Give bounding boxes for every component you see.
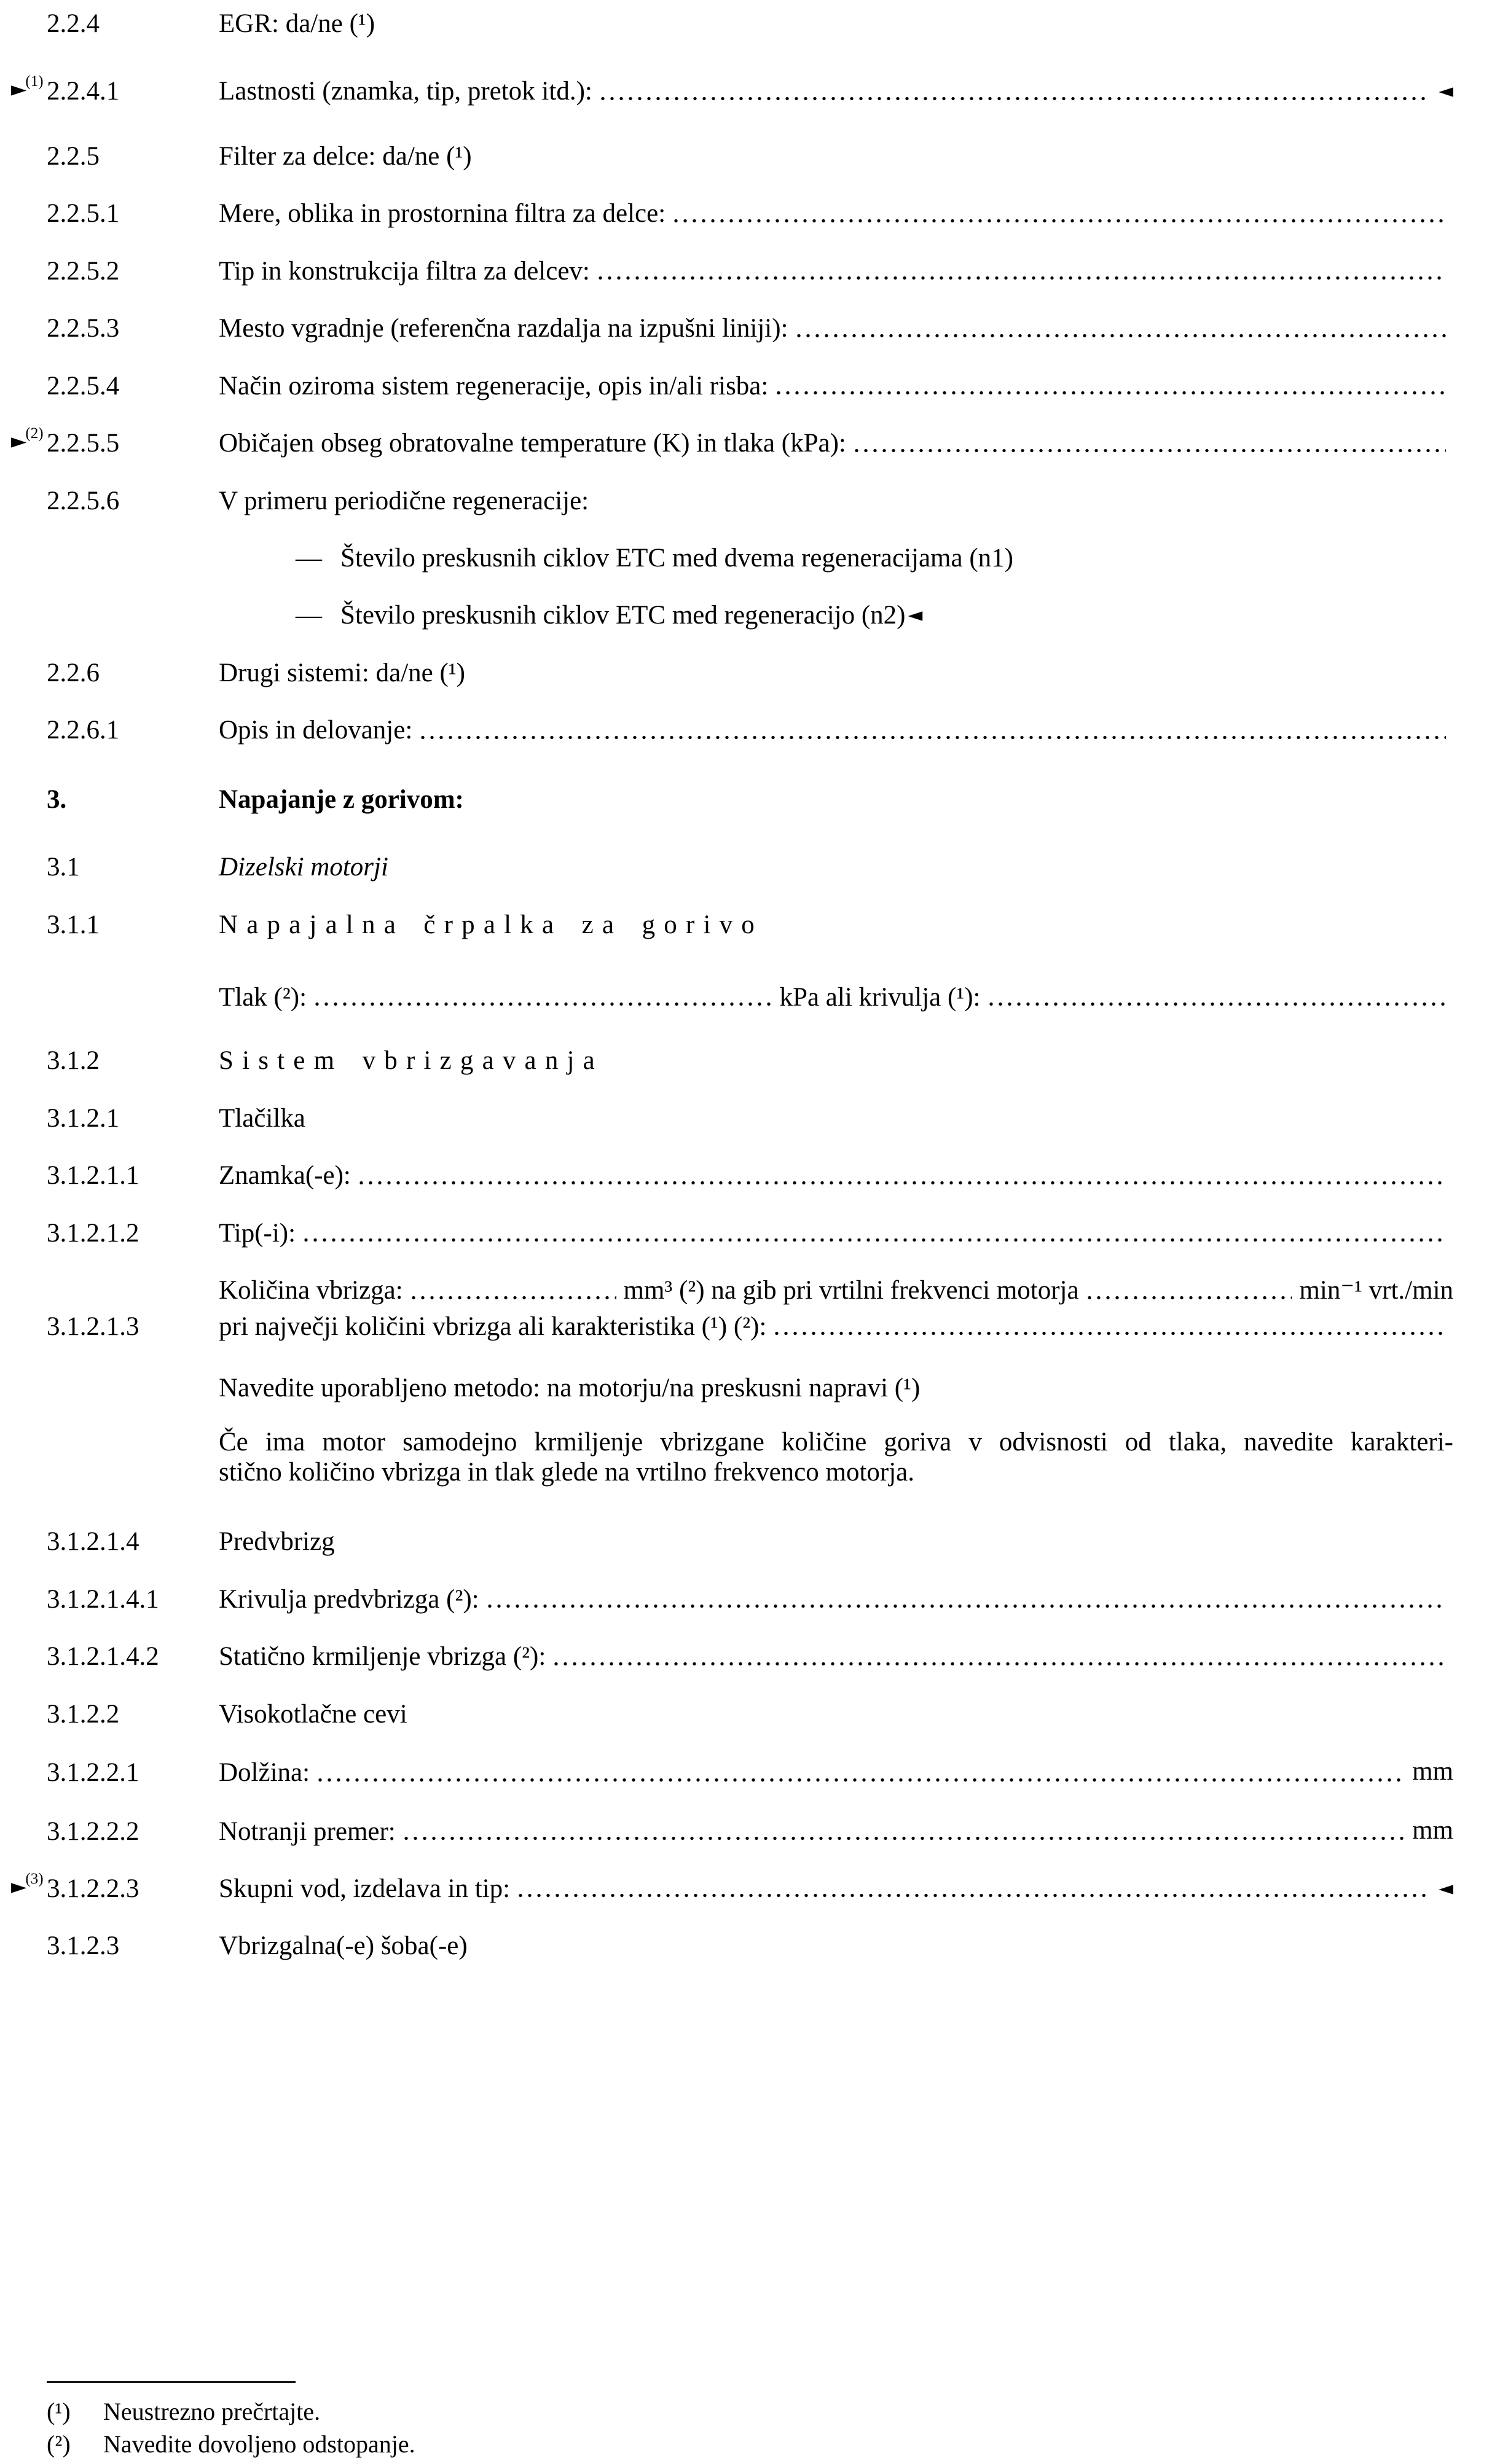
- section-number: 3.1: [47, 853, 80, 882]
- change-marker: [11, 424, 45, 455]
- item-3-1: [47, 852, 1453, 882]
- item-2-2-5-1: [47, 198, 1453, 229]
- dotted-leader: [315, 1001, 772, 1007]
- text-line: [219, 1275, 1453, 1305]
- section-label: Skupni vod, izdelava in tip:: [219, 1874, 511, 1903]
- change-marker-number: (1): [25, 73, 44, 90]
- triangle-right-icon: ►: [11, 77, 27, 101]
- section-number: 3.1.2: [47, 1046, 100, 1076]
- section-label: Lastnosti (znamka, tip, pretok itd.):: [219, 77, 592, 106]
- item-3-1-2-2-1: [47, 1756, 1453, 1788]
- section-number: 2.2.6: [47, 658, 100, 687]
- section-label: Opis in delovanje:: [219, 716, 413, 745]
- section-label: Predvbrizg: [219, 1527, 335, 1557]
- paragraph-line: stično količino vbrizga in tlak glede na vrtilno frekvenco motorja.: [219, 1457, 915, 1487]
- item-2-2-5-5: [11, 425, 1453, 458]
- item-2-2-6: [47, 658, 1453, 688]
- footnote-text: Navedite dovoljeno odstopanje.: [103, 2430, 415, 2458]
- dotted-leader: [1088, 1295, 1292, 1300]
- section-number: 3.1.2.2: [47, 1699, 120, 1729]
- triangle-right-icon: ►: [11, 429, 27, 453]
- field-label: kPa ali krivulja (¹):: [779, 983, 981, 1012]
- item-2-2-6-1: [47, 715, 1453, 745]
- section-number: 3.1.2.1.3: [47, 1312, 139, 1341]
- section-number: 2.2.4.1: [47, 77, 120, 106]
- unit-label: mm: [1412, 1757, 1453, 1786]
- dotted-leader: [359, 1180, 1446, 1186]
- item-3-1-2-1-2: [47, 1218, 1453, 1248]
- note-pressure-control: [47, 1427, 1453, 1488]
- dotted-leader: [412, 1295, 616, 1300]
- change-marker: [11, 1870, 45, 1900]
- section-label: Statično krmiljenje vbrizga (²):: [219, 1642, 546, 1672]
- item-3-1-2-1: [47, 1103, 1453, 1133]
- section-number: 3.1.1: [47, 910, 100, 939]
- section-number: 2.2.5.1: [47, 199, 120, 229]
- footnotes: [47, 2381, 415, 2463]
- section-label: Visokotlačne cevi: [219, 1699, 407, 1729]
- field-label: pri največji količini vbrizga ali karakteristika (¹) (²):: [219, 1312, 767, 1341]
- section-number: 3.1.2.1.2: [47, 1218, 139, 1248]
- dotted-leader: [304, 1237, 1446, 1243]
- dotted-leader: [797, 333, 1447, 338]
- footnote-2: [47, 2430, 415, 2458]
- section-number: 3.1.2.2.3: [47, 1874, 139, 1903]
- bullet-label: Število preskusnih ciklov ETC med regeneracijo (n2): [340, 601, 906, 630]
- dotted-leader: [599, 275, 1446, 281]
- item-3-1-2-1-4-2: [47, 1641, 1453, 1672]
- field-label: Količina vbrizga:: [219, 1276, 403, 1305]
- dash-bullet: —: [296, 543, 322, 573]
- footnote-rule: [47, 2381, 296, 2383]
- section-number: 3.1.2.2.2: [47, 1817, 139, 1846]
- section-number: 3.1.2.1.1: [47, 1161, 139, 1191]
- section-number: 2.2.4: [47, 9, 100, 38]
- item-2-2-5-6: [47, 486, 1453, 516]
- section-label: Tip in konstrukcija filtra za delcev:: [219, 256, 590, 286]
- note-method: [47, 1373, 1453, 1403]
- item-3-heading: [47, 784, 1453, 815]
- change-end-marker-icon: ◄: [1439, 80, 1453, 103]
- item-2-2-5-4: [47, 371, 1453, 401]
- dotted-leader: [488, 1603, 1446, 1609]
- section-label: Dizelski motorji: [219, 853, 388, 882]
- item-tlak-line: [47, 982, 1453, 1012]
- section-label: Sistem vbrizgavanja: [219, 1046, 603, 1076]
- footnote-marker: (²): [47, 2430, 71, 2458]
- paragraph-line: Če ima motor samodejno krmiljenje vbrizgane količine goriva v odvisnosti od tlaka, navedite karakteri-: [219, 1427, 1453, 1457]
- unit-label: mm: [1412, 1815, 1453, 1845]
- footnote-marker: (¹): [47, 2398, 71, 2425]
- dotted-leader: [674, 218, 1446, 224]
- field-label: Tlak (²):: [219, 983, 307, 1012]
- item-2-2-5-3: [47, 313, 1453, 343]
- item-3-1-2-1-3: [47, 1275, 1453, 1342]
- item-3-1-2-1-4-1: [47, 1584, 1453, 1614]
- change-marker-number: (3): [25, 1871, 44, 1887]
- section-label: Način oziroma sistem regeneracije, opis in/ali risba:: [219, 371, 769, 401]
- item-3-1-2-1-1: [47, 1160, 1453, 1191]
- section-label: Mere, oblika in prostornina filtra za delce:: [219, 199, 666, 229]
- field-label: mm³ (²) na gib pri vrtilni frekvenci motorja: [623, 1276, 1079, 1305]
- section-number: 3.1.2.2.1: [47, 1758, 139, 1788]
- bullet-item-n2: [47, 600, 1453, 630]
- section-label: Filter za delce: da/ne (¹): [219, 141, 472, 171]
- section-number: 3.: [47, 784, 67, 814]
- item-3-1-1: [47, 910, 1453, 940]
- section-number: 3.1.2.1: [47, 1103, 120, 1133]
- section-label: EGR: da/ne (¹): [219, 9, 375, 38]
- item-2-2-5: [47, 141, 1453, 171]
- footnote-text: Neustrezno prečrtajte.: [103, 2398, 321, 2425]
- section-label: Dolžina:: [219, 1758, 310, 1788]
- footnote-1: [47, 2398, 415, 2426]
- dotted-leader: [775, 1331, 1446, 1336]
- section-number: 3.1.2.1.4: [47, 1527, 139, 1557]
- paragraph-block: [219, 1427, 1453, 1488]
- triangle-right-icon: ►: [11, 1874, 27, 1898]
- section-number: 3.1.2.3: [47, 1931, 120, 1961]
- section-label: Tlačilka: [219, 1103, 305, 1133]
- item-3-1-2-3: [47, 1931, 1453, 1961]
- change-end-marker-icon: ◄: [1439, 1877, 1453, 1899]
- section-heading: Napajanje z gorivom:: [219, 784, 464, 814]
- dotted-leader: [777, 390, 1446, 396]
- section-label: Krivulja predvbrizga (²):: [219, 1584, 479, 1614]
- unit-label: min⁻¹ vrt./min: [1299, 1276, 1454, 1305]
- section-number: 2.2.5.6: [47, 486, 120, 515]
- item-3-1-2-2-2: [47, 1815, 1453, 1847]
- item-3-1-2-1-4: [47, 1527, 1453, 1557]
- dash-bullet: —: [296, 601, 322, 630]
- section-label: V primeru periodične regeneracije:: [219, 486, 589, 515]
- dotted-leader: [601, 96, 1429, 101]
- item-3-1-2-2: [47, 1699, 1453, 1729]
- section-number: 2.2.5.2: [47, 256, 120, 286]
- section-number: 2.2.5: [47, 141, 100, 171]
- dotted-leader: [519, 1893, 1429, 1898]
- bullet-label: Število preskusnih ciklov ETC med dvema regeneracijama (n1): [340, 543, 1013, 573]
- section-number: 2.2.5.4: [47, 371, 120, 401]
- change-end-marker-icon: ◄: [908, 604, 923, 627]
- paragraph: Navedite uporabljeno metodo: na motorju/na preskusni napravi (¹): [219, 1374, 921, 1403]
- text-line: [219, 1312, 1453, 1342]
- section-label: Znamka(-e):: [219, 1161, 351, 1191]
- section-label-block: [219, 1275, 1453, 1342]
- section-number: 2.2.6.1: [47, 716, 120, 745]
- dotted-leader: [404, 1836, 1405, 1841]
- section-number: 3.1.2.1.4.2: [47, 1642, 159, 1672]
- item-2-2-5-2: [47, 256, 1453, 286]
- section-label: Tip(-i):: [219, 1218, 296, 1248]
- section-label: Notranji premer:: [219, 1817, 396, 1846]
- item-3-1-2-2-3: [11, 1871, 1453, 1904]
- section-label: Vbrizgalna(-e) šoba(-e): [219, 1931, 468, 1961]
- change-marker: [11, 72, 45, 103]
- section-label: Običajen obseg obratovalne temperature (K) in tlaka (kPa):: [219, 429, 846, 458]
- section-label: Napajalna črpalka za gorivo: [219, 910, 763, 939]
- item-2-2-4: [47, 9, 1453, 39]
- dotted-leader: [554, 1661, 1446, 1667]
- dotted-leader: [421, 735, 1446, 740]
- item-2-2-4-1: [11, 73, 1453, 106]
- section-label: Drugi sistemi: da/ne (¹): [219, 658, 466, 687]
- item-3-1-2: [47, 1046, 1453, 1076]
- section-label: Mesto vgradnje (referenčna razdalja na izpušni liniji):: [219, 314, 788, 343]
- dotted-leader: [855, 448, 1446, 453]
- section-number: 2.2.5.3: [47, 314, 120, 343]
- dotted-leader: [989, 1001, 1447, 1007]
- bullet-item-n1: [47, 543, 1453, 573]
- section-number: 3.1.2.1.4.1: [47, 1584, 159, 1614]
- change-marker-number: (2): [25, 425, 44, 442]
- section-number: 2.2.5.5: [47, 429, 120, 458]
- dotted-leader: [318, 1777, 1405, 1783]
